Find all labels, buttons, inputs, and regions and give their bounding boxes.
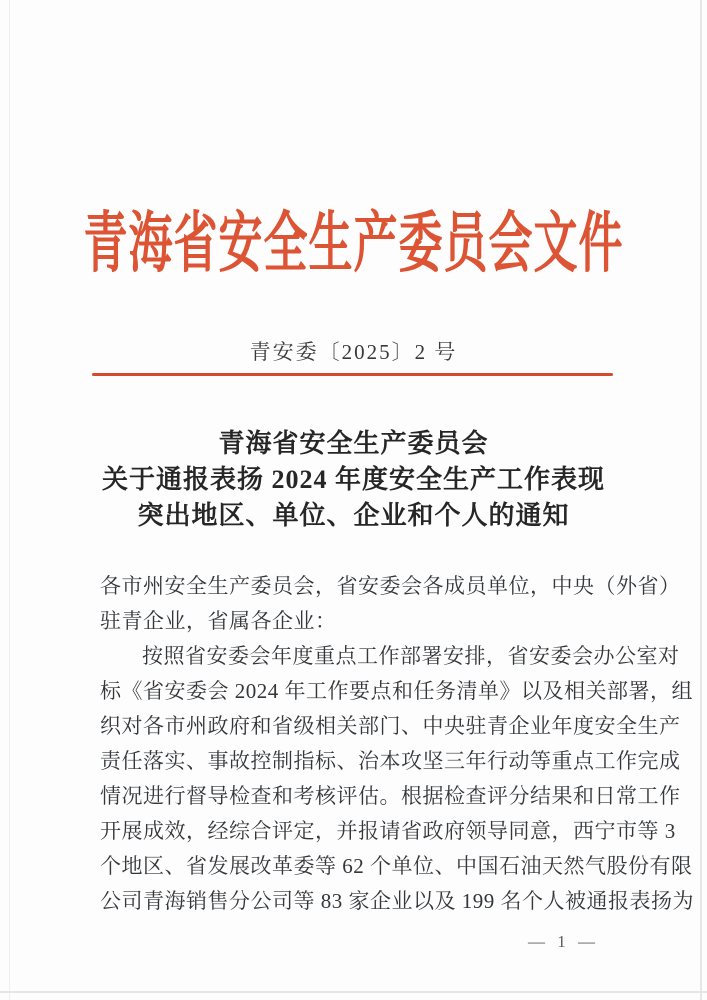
body-line-2: 驻青企业，省属各企业： — [100, 609, 337, 633]
body-line-9: 个地区、省发展改革委等 62 个单位、中国石油天然气股份有限 — [100, 854, 693, 878]
document-number: 青安委〔2025〕2 号 — [249, 340, 458, 364]
body-line-4: 标《省安委会 2024 年工作要点和任务清单》以及相关部署，组 — [100, 679, 693, 703]
body-line-8: 开展成效，经综合评定，并报请省政府领导同意，西宁市等 3 — [100, 819, 676, 843]
body-line-6: 责任落实、事故控制指标、治本攻坚三年行动等重点工作完成 — [100, 749, 681, 773]
body-line-10: 公司青海销售分公司等 83 家企业以及 199 名个人被通报表扬为 — [100, 889, 694, 913]
body-line-5: 织对各市州政府和省级相关部门、中央驻青企业年度安全生产 — [100, 714, 681, 738]
title-line-3: 突出地区、单位、企业和个人的通知 — [137, 501, 570, 530]
body-line-1: 各市州安全生产委员会，省安委会各成员单位，中央（外省） — [100, 574, 681, 598]
document-header-title: 青海省安全生产委员会文件 — [83, 207, 624, 281]
body-line-7: 情况进行督导检查和考核评估。根据检查评分结果和日常工作 — [100, 784, 681, 808]
title-line-1: 青海省安全生产委员会 — [218, 429, 489, 458]
title-line-2: 关于通报表扬 2024 年度安全生产工作表现 — [101, 465, 605, 494]
document-title — [0, 426, 707, 534]
red-divider-line — [92, 373, 613, 376]
page-number: — 1 — — [528, 932, 599, 951]
paper-edge-bottom — [0, 991, 707, 993]
body-line-3: 按照省安委会年度重点工作部署安排，省安委会办公室对 — [142, 644, 680, 668]
document-body — [100, 569, 694, 919]
